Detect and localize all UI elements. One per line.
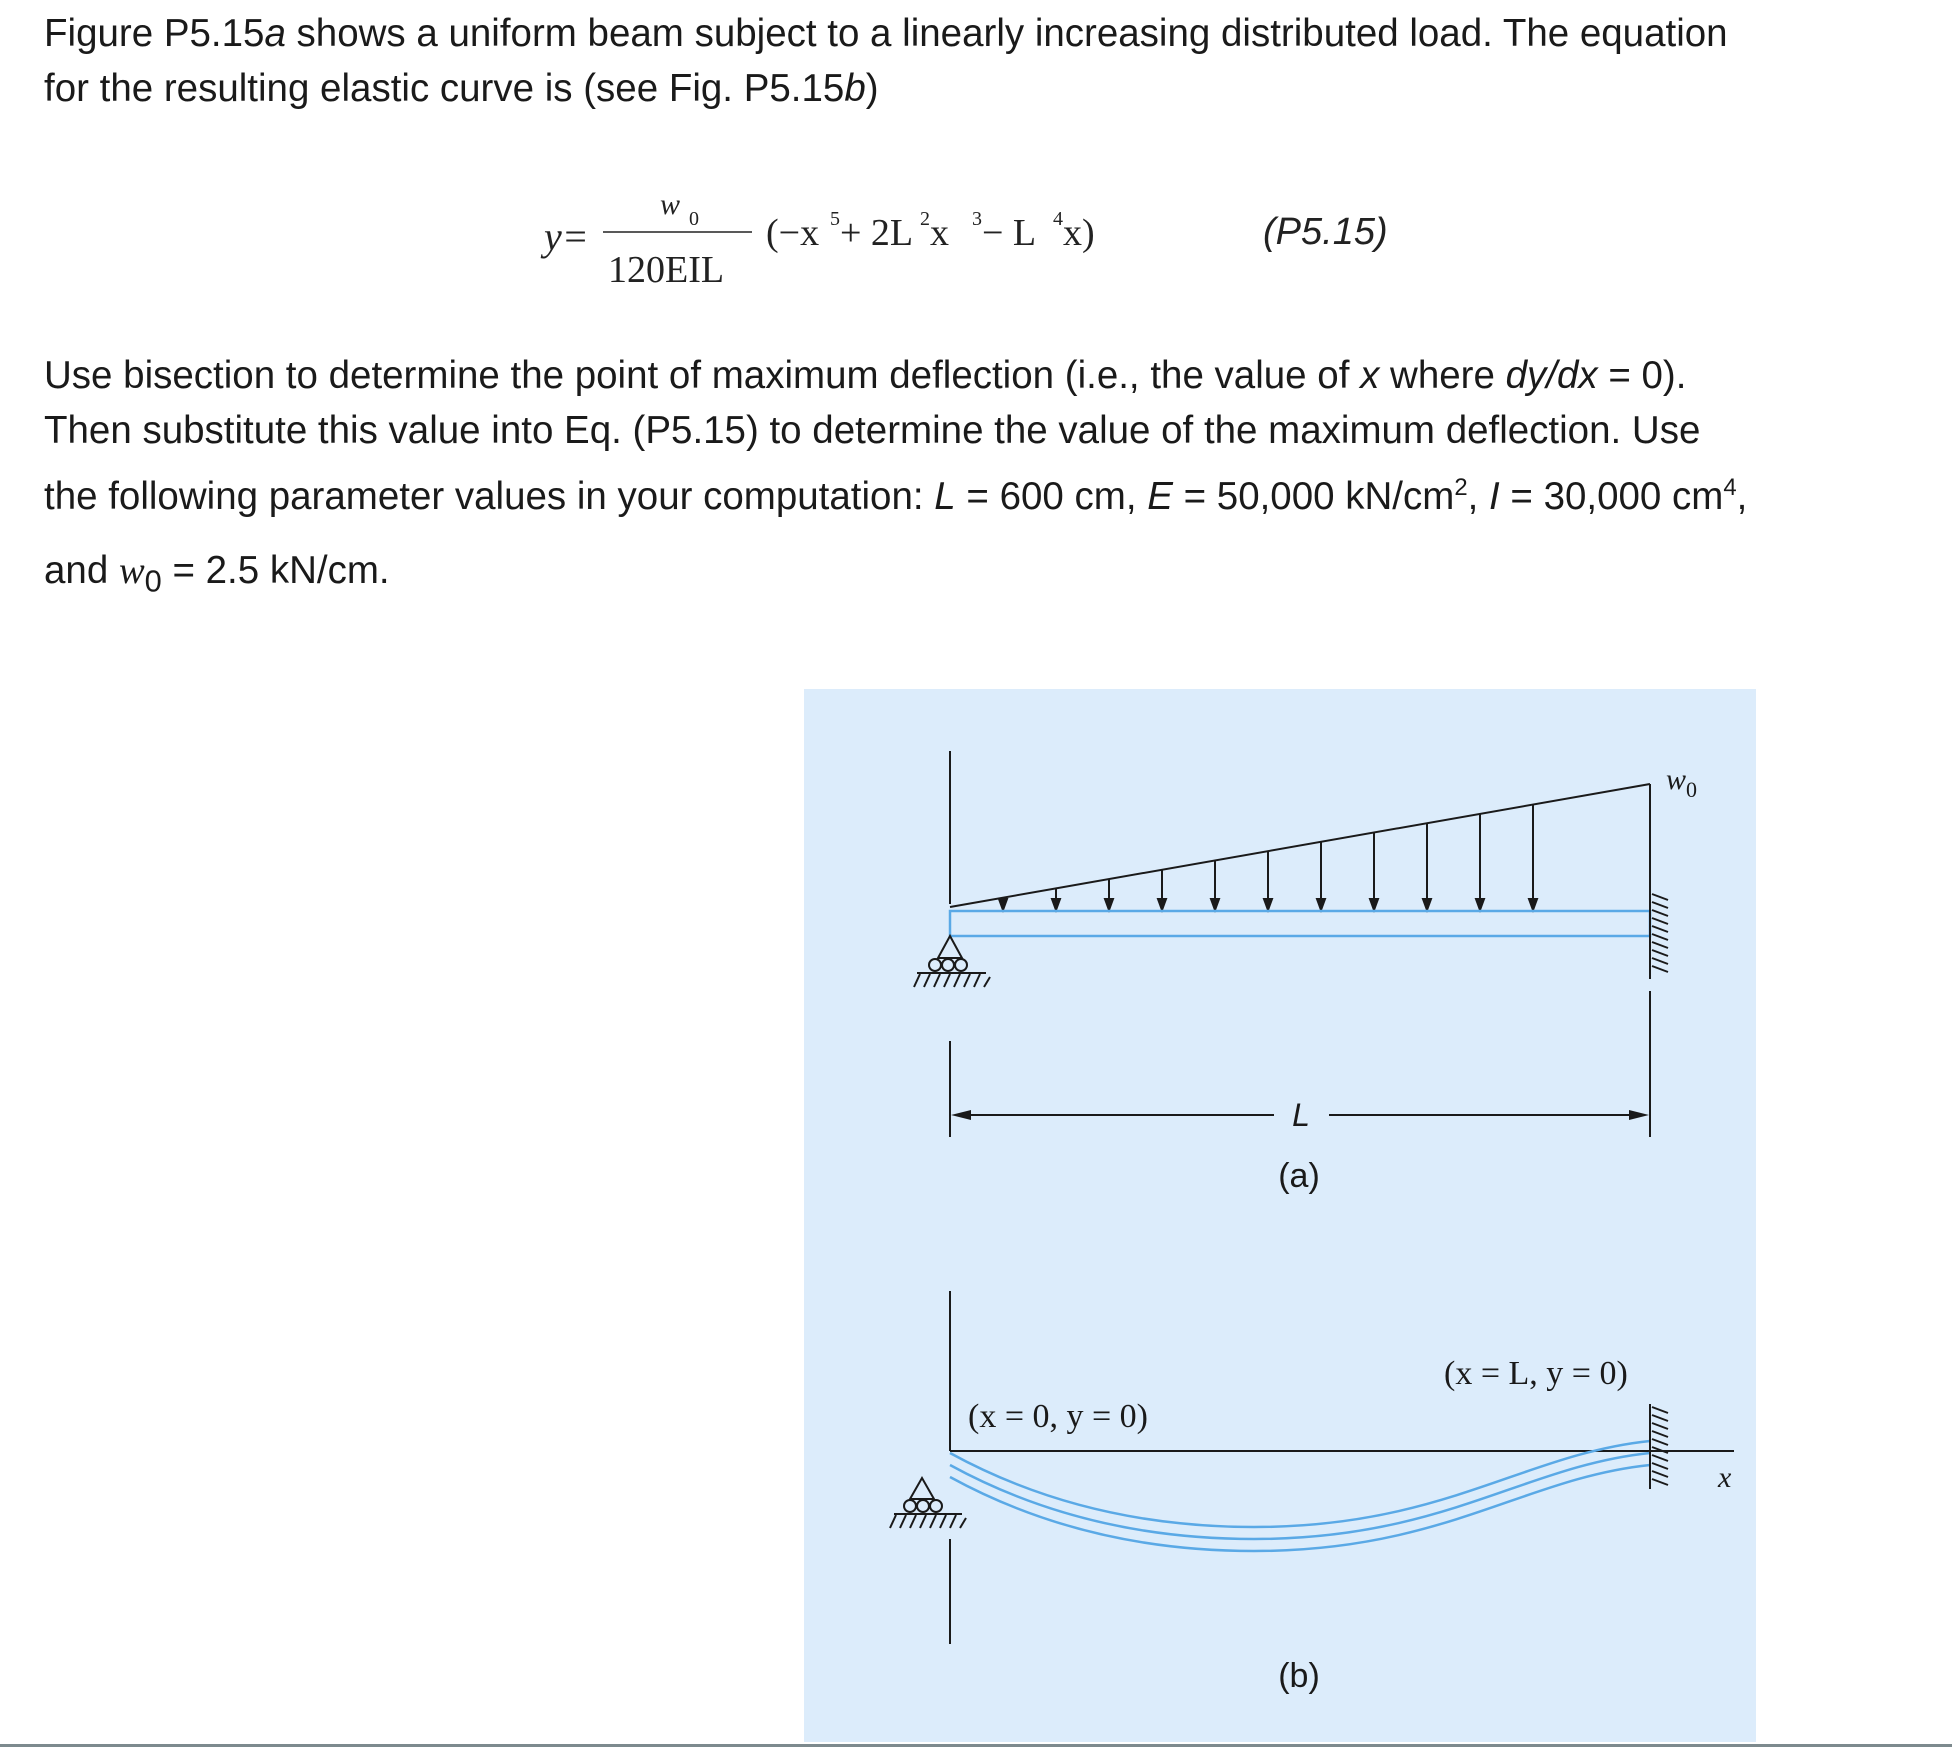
equation-exp2: 2 [920, 208, 930, 230]
equation-term2: + 2L [840, 212, 914, 254]
equation-label: (P5.15) [1263, 211, 1388, 253]
fixed-wall-a [1650, 889, 1668, 979]
load-arrow-head [1158, 899, 1166, 910]
x-axis-label: x [1718, 1461, 1732, 1494]
intro-line1-c: shows a uniform beam subject to a linearly increasing distributed load. The equation [285, 12, 1728, 55]
instr-l1b: where [1379, 354, 1506, 397]
instr-l3c: = 50,000 kN/cm [1172, 475, 1455, 518]
equation-p5-15 [0, 150, 1952, 310]
bc-left-label: (x = 0, y = 0) [968, 1398, 1148, 1435]
L-label: L [1292, 1097, 1310, 1133]
instr-l4sub: 0 [144, 563, 162, 599]
instr-l3a: the following parameter values in your computation: [44, 475, 935, 518]
distributed-load-arrows [999, 805, 1537, 910]
equation-lhs: y= [544, 214, 589, 259]
caption-a: (a) [1278, 1157, 1320, 1195]
instr-l3f: , [1736, 475, 1748, 518]
instr-line4 [44, 536, 1914, 606]
bottom-rule [0, 1744, 1952, 1747]
caption-b: (b) [1278, 1657, 1320, 1695]
beam-figure [804, 689, 1756, 1742]
dim-arrow-right [1629, 1110, 1649, 1120]
intro-line1-a: Figure P5.15 [44, 12, 265, 55]
intro-line1-italic: a [264, 12, 286, 55]
instructions-paragraph [44, 348, 1914, 606]
equation-exp3: 3 [972, 208, 982, 230]
instr-l4b: = 2.5 kN/cm. [161, 549, 390, 592]
fixed-wall-b [1650, 1404, 1668, 1489]
instr-l1c: = 0). [1597, 354, 1687, 397]
equation-term1: (−x [766, 212, 820, 254]
load-arrow-head [1052, 899, 1060, 910]
w0-w: w [1666, 763, 1687, 796]
roller-support-a [914, 936, 990, 987]
equation-numerator: w [660, 188, 681, 221]
load-arrow-head [1423, 899, 1431, 910]
equation-exp4: 4 [1053, 208, 1063, 230]
instr-l3exp4: 4 [1723, 474, 1737, 502]
instr-l3d: , [1467, 475, 1489, 518]
load-arrow-head [1370, 899, 1378, 910]
instr-l1d: dy/dx [1505, 354, 1598, 397]
equation-denominator: 120EIL [608, 249, 725, 291]
w0-sub: 0 [1686, 777, 1698, 802]
deflected-beam [950, 1441, 1650, 1551]
load-arrow-head [999, 899, 1007, 910]
instr-l3I: I [1489, 475, 1500, 518]
equation-term4: − L [982, 212, 1037, 254]
equation-exp5: 5 [830, 208, 840, 230]
instr-l1x: x [1360, 354, 1380, 397]
load-arrow-head [1317, 899, 1325, 910]
instr-l4a: and [44, 549, 119, 592]
figure-panel [804, 689, 1756, 1742]
instr-l1a: Use bisection to determine the point of maximum deflection (i.e., the value of [44, 354, 1361, 397]
roller-support-b [890, 1478, 966, 1528]
instr-l3b: = 600 cm, [955, 475, 1148, 518]
beam-a [950, 911, 1650, 936]
instr-l2: Then substitute this value into Eq. (P5.15) to determine the value of the maximum deflection. Use [44, 409, 1701, 452]
bc-right-label: (x = L, y = 0) [1444, 1355, 1628, 1392]
dim-arrow-left [951, 1110, 971, 1120]
instr-line3 [44, 458, 1914, 536]
equation-term3: x [930, 212, 949, 254]
load-arrow-head [1529, 899, 1537, 910]
w0-label [1666, 763, 1697, 802]
equation-term5: x) [1063, 212, 1095, 254]
intro-line2-italic: b [844, 67, 866, 110]
equation-numerator-sub: 0 [689, 208, 699, 230]
load-arrow-head [1476, 899, 1484, 910]
instr-l3exp2: 2 [1454, 474, 1468, 502]
intro-paragraph [44, 6, 1914, 116]
load-arrow-head [1105, 899, 1113, 910]
intro-line2-c: ) [865, 67, 879, 110]
instr-l3E: E [1147, 475, 1173, 518]
instr-l3e: = 30,000 cm [1499, 475, 1724, 518]
intro-line2-a: for the resulting elastic curve is (see Fig. P5.15 [44, 67, 845, 110]
instr-l4w: w [118, 550, 145, 592]
instr-l3L: L [934, 475, 956, 518]
load-arrow-head [1211, 899, 1219, 910]
load-arrow-head [1264, 899, 1272, 910]
